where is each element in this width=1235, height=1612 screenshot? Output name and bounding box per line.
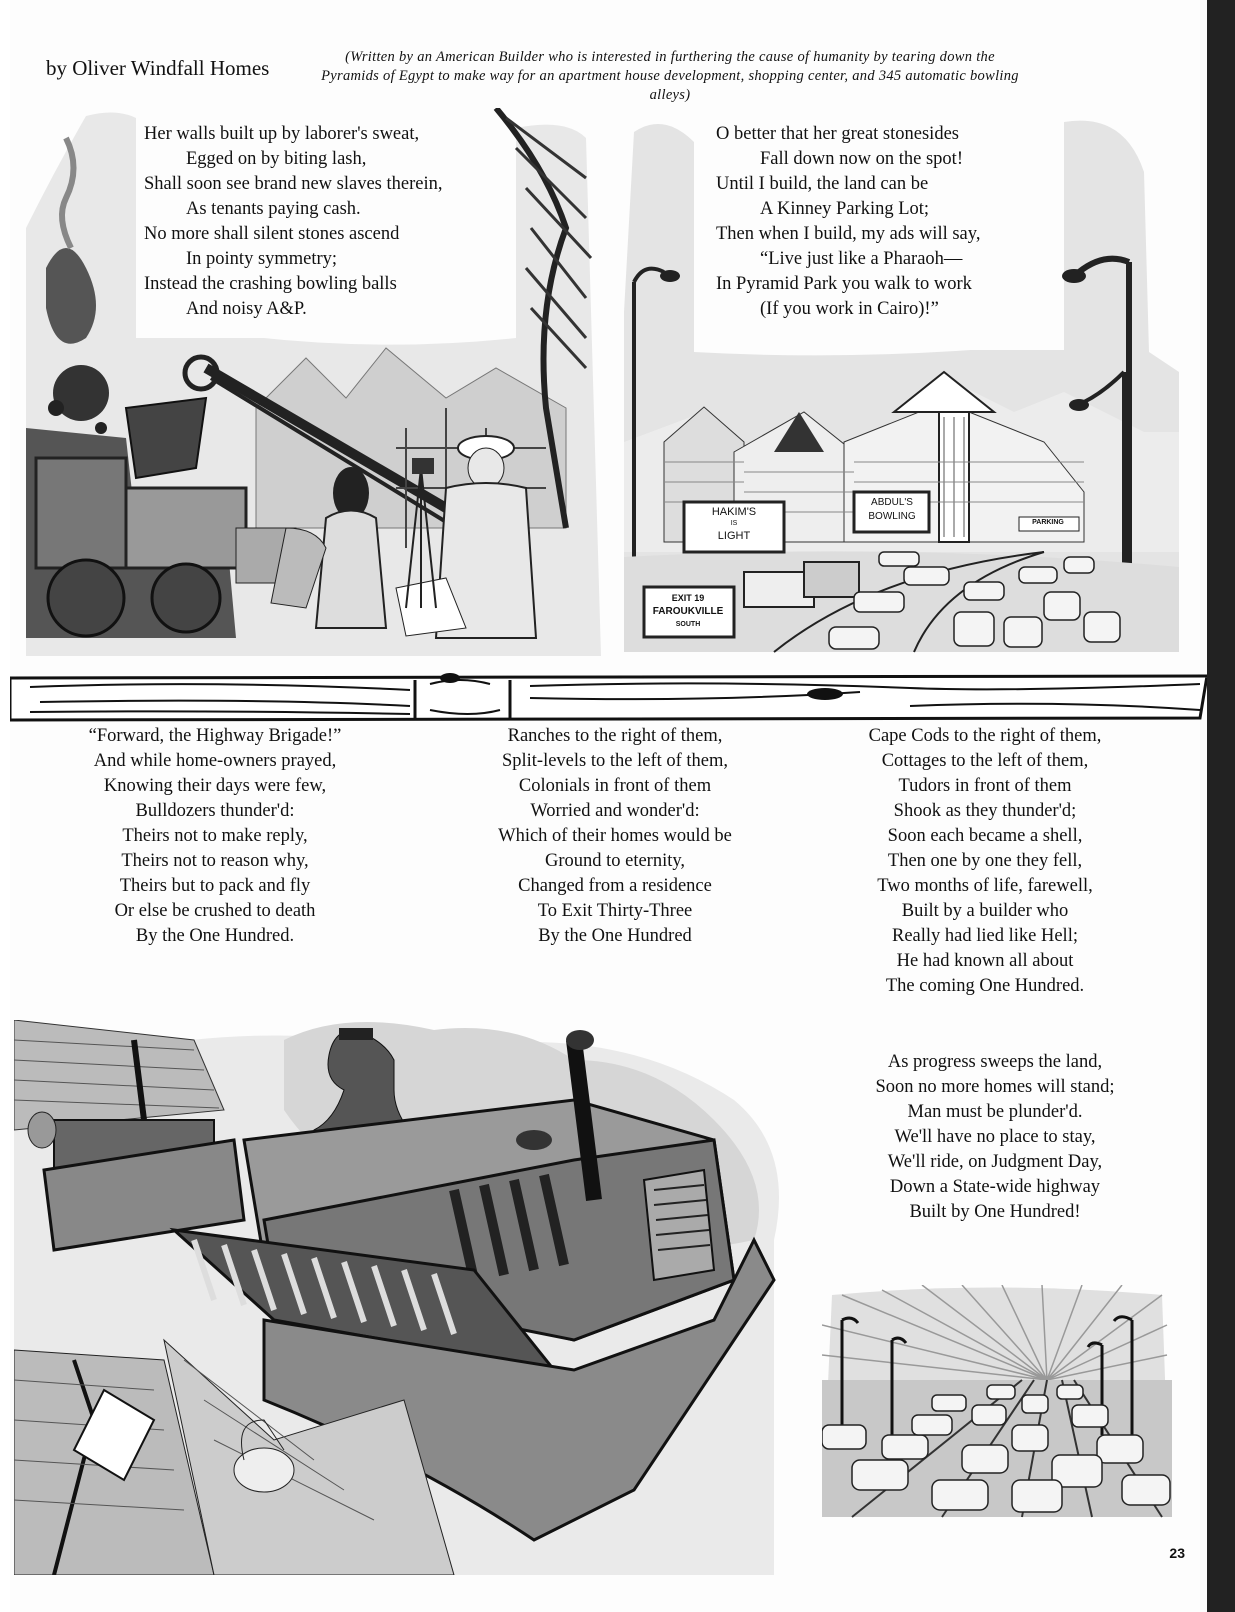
stanza-line: “Forward, the Highway Brigade!”	[88, 726, 342, 746]
page-left-edge	[0, 0, 10, 1612]
stanza-line: Which of their homes would be	[498, 826, 732, 846]
stanza-line: Built by a builder who	[901, 901, 1069, 921]
stanza-line: We'll have no place to stay,	[894, 1127, 1096, 1147]
stanza-line: Built by One Hundred!	[909, 1202, 1081, 1222]
stanza-cape-cods	[810, 724, 1160, 999]
stanza-highway-brigade	[40, 724, 390, 949]
stanza-line: Then one by one they fell,	[887, 851, 1083, 871]
stanza-line: Man must be plunder'd.	[907, 1102, 1083, 1122]
stanza-line: Colonials in front of them	[518, 776, 712, 796]
stanza-line: Theirs not to reason why,	[121, 851, 309, 871]
stanza-progress	[820, 1050, 1170, 1225]
stanza-line: Really had lied like Hell;	[892, 926, 1078, 946]
sign-hakims	[686, 506, 782, 542]
sign-parking: PARKING	[1032, 519, 1064, 526]
byline: by Oliver Windfall Homes	[46, 56, 270, 80]
sign-text: LIGHT	[717, 530, 751, 542]
stanza-ranches	[440, 724, 790, 949]
stanza-line: As progress sweeps the land,	[887, 1052, 1103, 1072]
stanza-line: Fall down now on the spot!	[760, 149, 963, 169]
stanza-line: By the One Hundred.	[135, 926, 295, 946]
stanza-line: And while home-owners prayed,	[93, 751, 337, 771]
stanza-line: In Pyramid Park you walk to work	[716, 274, 972, 294]
stanza-line: To Exit Thirty-Three	[537, 901, 693, 921]
subtitle-note: (Written by an American Builder who is interested in furthering the cause of humanity by tearing down the Pyramids of Egypt to make way for an apartment house development, shopping center, and 345 automatic bowling alleys)	[321, 49, 1019, 103]
stanza-line: Instead the crashing bowling balls	[144, 274, 397, 294]
stanza-line: In pointy symmetry;	[186, 249, 338, 269]
highway-sunrise-illustration	[822, 1285, 1172, 1525]
stanza-line: Tudors in front of them	[898, 776, 1072, 796]
stanza-line: As tenants paying cash.	[186, 199, 361, 219]
stanza-line: Soon each became a shell,	[887, 826, 1083, 846]
stanza-line: Shall soon see brand new slaves therein,	[144, 174, 443, 194]
sign-text: FAROUKVILLE	[652, 606, 724, 617]
stanza-line: Down a State-wide highway	[889, 1177, 1101, 1197]
stanza-line: Until I build, the land can be	[716, 174, 929, 194]
sign-text: HAKIM'S	[711, 506, 757, 518]
sign-text: BOWLING	[868, 511, 916, 522]
stanza-line: Shook as they thunder'd;	[893, 801, 1077, 821]
stanza-line: Bulldozers thunder'd:	[135, 801, 295, 821]
sign-text: EXIT 19	[671, 593, 705, 603]
stanza-line: Worried and wonder'd:	[530, 801, 700, 821]
stanza-line: Then when I build, my ads will say,	[716, 224, 981, 244]
stanza-line: Knowing their days were few,	[103, 776, 327, 796]
sign-text: SOUTH	[675, 621, 701, 628]
stanza-line: He had known all about	[896, 951, 1074, 971]
stanza-line: Her walls built up by laborer's sweat,	[144, 124, 420, 144]
stanza-line: Theirs not to make reply,	[122, 826, 308, 846]
stanza-line: “Live just like a Pharaoh—	[760, 249, 963, 269]
stanza-line: Split-levels to the left of them,	[501, 751, 729, 771]
stanza-parking-lot	[716, 122, 1026, 322]
stanza-line: By the One Hundred	[538, 926, 692, 946]
wood-plank-divider	[10, 672, 1207, 722]
stanza-line: Cape Cods to the right of them,	[868, 726, 1102, 746]
stanza-line: Two months of life, farewell,	[877, 876, 1093, 896]
page-number: 23	[1169, 1545, 1185, 1561]
sign-abduls-bowling	[856, 496, 928, 524]
page-right-edge	[1207, 0, 1235, 1612]
stanza-line: Or else be crushed to death	[114, 901, 316, 921]
sign-text: ABDUL'S	[871, 497, 913, 508]
stanza-line: (If you work in Cairo)!”	[760, 299, 939, 319]
stanza-line: Ground to eternity,	[544, 851, 686, 871]
stanza-line: Cottages to the left of them,	[881, 751, 1089, 771]
stanza-line: Theirs but to pack and fly	[119, 876, 311, 896]
bulldozer-illustration	[14, 1020, 804, 1575]
stanza-line: No more shall silent stones ascend	[144, 224, 400, 244]
sign-text: IS	[730, 520, 738, 527]
stanza-line: And noisy A&P.	[186, 299, 307, 319]
stanza-line: Changed from a residence	[518, 876, 712, 896]
stanza-line: We'll ride, on Judgment Day,	[887, 1152, 1103, 1172]
stanza-line: The coming One Hundred.	[885, 976, 1085, 996]
sign-exit-19	[645, 592, 731, 631]
stanza-line: Ranches to the right of them,	[507, 726, 723, 746]
stanza-line: A Kinney Parking Lot;	[760, 199, 930, 219]
stanza-line: Egged on by biting lash,	[186, 149, 367, 169]
stanza-line: O better that her great stonesides	[716, 124, 959, 144]
stanza-pyramid-walls	[144, 122, 443, 322]
stanza-line: Soon no more homes will stand;	[875, 1077, 1115, 1097]
